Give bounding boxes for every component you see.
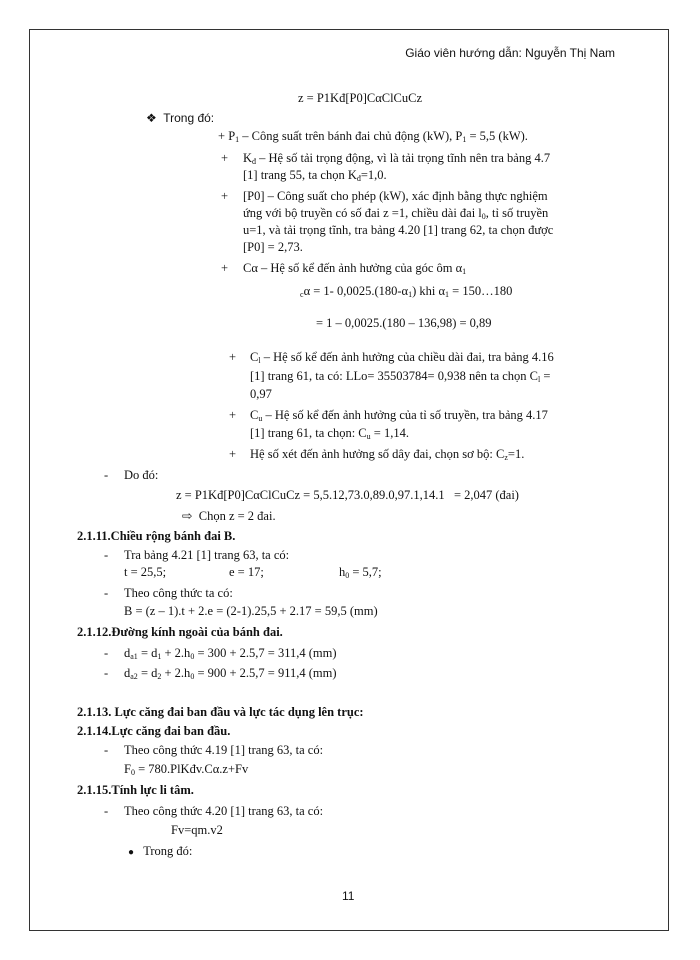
where-text: Trong đó: (163, 111, 215, 125)
item-kd-line2: [1] trang 55, ta chọn $K_đ=1,0$. (243, 168, 387, 183)
item-cu-mark: + (229, 408, 237, 422)
item-cl: $C_l$ – Hệ số kể đến ảnh hưởng của chiều dài đai, tra bảng 4.16 (250, 350, 554, 365)
item-cl-line2: [1] trang 61, ta có: LLo= 35503784= 0,938 nên ta chọn $C_l$ = (250, 369, 551, 384)
s12-mark-2: - (104, 666, 109, 680)
dot-bullet-icon: ● (128, 847, 135, 858)
item-p0-line4: [P0] = 2,73. (243, 240, 303, 254)
section-2-1-13-title: 2.1.13. Lực căng đai ban đầu và lực tác dụng lên trục: (77, 705, 364, 719)
formula-z: z = P1Kđ[P0]CαClCuCz (298, 91, 423, 105)
page-number: 11 (342, 889, 355, 903)
calpha-formula-1: $_c$α = 1- $0,0025.(180-\alpha_1)$ khi $\alpha_1$ = 150…180 (300, 284, 513, 299)
arrow-right-icon: ⇨ (182, 509, 193, 523)
z-calculation: z = P1Kđ[P0]CαClCuCz = 5,5.12,73.0,89.0,97.1,14.1 = 2,047 (đai) (176, 488, 519, 502)
dodo-mark: - (104, 468, 109, 482)
dodo-text: Do đó: (124, 468, 159, 482)
item-cu: $C_u$ – Hệ số kể đến ảnh hưởng của tỉ số truyền, tra bảng 4.17 (250, 408, 548, 423)
item-cl-line3: 0,97 (250, 387, 272, 401)
diamond-bullet-icon: ❖ (146, 111, 157, 125)
item-kd: $K_đ$ – Hệ số tải trọng động, vì là tải trọng tĩnh nên tra bảng 4.7 (243, 151, 551, 166)
item-cz-mark: + (229, 447, 237, 461)
item-p1: + $P_1$ – Công suất trên bánh đai chủ động (kW), $P_1 = 5,5$ (kW). (218, 129, 528, 144)
s11-e: e = 17; (229, 565, 264, 579)
s14-mark: - (104, 743, 109, 757)
s15-line1: Theo công thức 4.20 [1] trang 63, ta có: (124, 804, 324, 818)
item-p0-line2: ứng với bộ truyền có số đai z =1, chiều dài đai $l_0$, tỉ số truyền (243, 206, 549, 221)
s15-formula: Fv=qm.v2 (171, 823, 223, 837)
page-header: Giáo viên hướng dẫn: Nguyễn Thị Nam (405, 46, 615, 60)
where-heading (146, 110, 214, 127)
item-cl-mark: + (229, 350, 237, 364)
s15-mark: - (104, 804, 109, 818)
s14-formula: $F_0$ = 780.PlKđv.Cα.z+Fv (124, 762, 249, 777)
item-cu-line2: [1] trang 61, ta chọn: $C_u = 1,14$. (250, 426, 409, 441)
s11-line1: Tra bảng 4.21 [1] trang 63, ta có: (124, 548, 290, 562)
section-2-1-11-title: 2.1.11.Chiều rộng bánh đai B. (77, 529, 236, 543)
s11-mark-1: - (104, 548, 109, 562)
item-calpha: Cα – Hệ số kể đến ảnh hưởng của góc ôm $\alpha_1$ (243, 261, 467, 276)
section-2-1-14-title: 2.1.14.Lực căng đai ban đầu. (77, 724, 231, 738)
section-2-1-15-title: 2.1.15.Tính lực li tâm. (77, 783, 194, 797)
s11-h0: $h_0 = 5,7$; (339, 565, 382, 580)
choose-z: ⇨ Chọn z = 2 đai. (182, 509, 276, 523)
s11-line3: B = (z – 1).t + 2.e = (2-1).25,5 + 2.17 = 59,5 (mm) (124, 604, 378, 618)
item-calpha-mark: + (221, 261, 229, 275)
s11-mark-2: - (104, 586, 109, 600)
item-cz: Hệ số xét đến ảnh hưởng số dây đai, chọn sơ bộ: $C_z=1$. (250, 447, 525, 462)
item-kd-mark: + (221, 151, 229, 165)
s14-line1: Theo công thức 4.19 [1] trang 63, ta có: (124, 743, 324, 757)
item-p0: [P0] – Công suất cho phép (kW), xác định bằng thực nghiệm (243, 189, 548, 203)
s12-da2: $d_{a2} = d_2 + 2.h_0 = 900 + 2.5,7 = 911,4$ (mm) (124, 666, 337, 681)
s12-mark-1: - (104, 646, 109, 660)
section-2-1-12-title: 2.1.12.Đường kính ngoài của bánh đai. (77, 625, 283, 639)
item-p0-line3: u=1, và tải trọng tĩnh, tra bảng 4.20 [1] trang 62, ta chọn được (243, 223, 554, 237)
s15-where: ● Trong đó: (128, 844, 193, 858)
s12-da1: $d_{a1} = d_1 + 2.h_0 = 300 + 2.5,7 = 311,4$ (mm) (124, 646, 337, 661)
item-p0-mark: + (221, 189, 229, 203)
s11-t: t = 25,5; (124, 565, 167, 579)
calpha-formula-2: = 1 – 0,0025.(180 – 136,98) = 0,89 (316, 316, 492, 330)
s11-line2: Theo công thức ta có: (124, 586, 233, 600)
